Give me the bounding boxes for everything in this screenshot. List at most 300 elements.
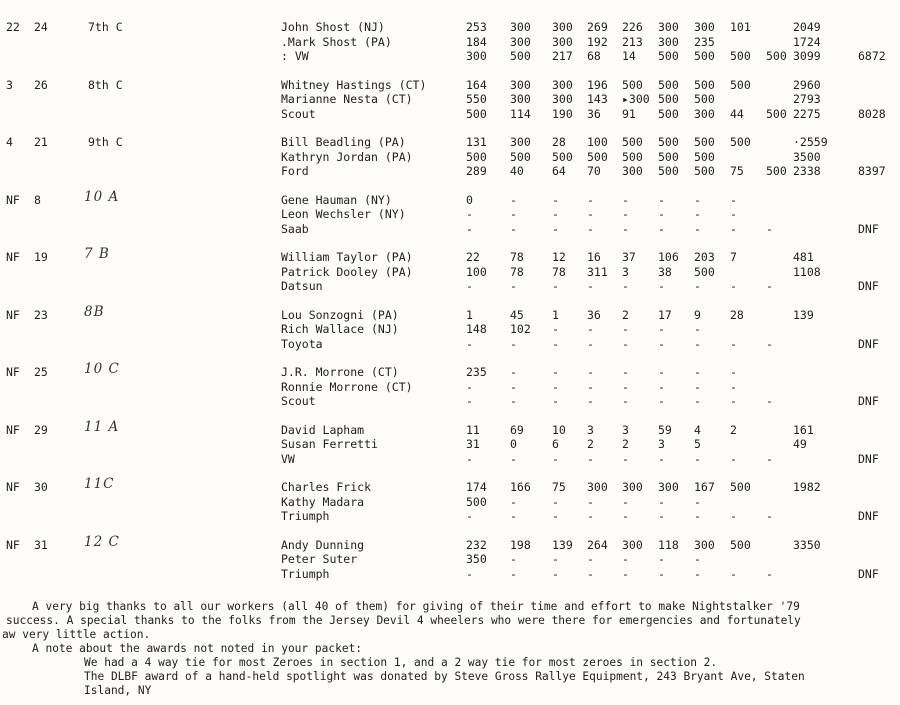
leg-score: 5 [694,437,701,451]
leg-score: 300 [658,34,679,49]
entry-row [0,20,900,34]
leg-score: - [730,365,737,379]
entry-block [0,20,900,78]
leg-score: 300 [552,92,573,106]
car-number: 25 [34,365,48,379]
leg-score: 500 [510,49,531,63]
leg-score: - [587,379,594,394]
class-label: 8th C [88,77,123,92]
leg-score: - [587,509,594,523]
leg-score: 500 [510,149,531,164]
row-total: 139 [793,307,814,322]
leg-score: - [510,336,517,351]
leg-score: - [587,322,594,336]
leg-score: 500 [466,494,487,509]
leg-score: 500 [694,264,715,279]
entry-row [0,452,900,466]
entry-row [0,361,900,379]
handwritten-class: 11C [84,476,115,492]
leg-score: 0 [510,437,517,451]
entry-block [0,533,900,596]
crew-name: Kathryn Jordan (PA) [281,149,413,164]
leg-score: - [510,365,517,379]
finish-position: NF [6,422,20,437]
leg-score: - [766,221,773,236]
handwritten-class: 8B [84,303,105,320]
leg-score: 78 [552,264,566,279]
finish-position: NF [6,480,20,494]
entry-row [0,322,900,336]
leg-score: 350 [466,552,487,566]
leg-score: 500 [622,135,643,149]
entry-row [0,533,900,552]
entry-row [0,135,900,149]
leg-score: - [730,379,737,394]
leg-score: 500 [730,49,751,63]
leg-score: - [466,566,473,581]
leg-score: - [622,394,629,408]
leg-score: - [658,279,665,293]
leg-score: - [587,552,594,566]
results-table [0,20,900,595]
entry-block [0,188,900,251]
entry-block [0,361,900,423]
leg-score: - [730,394,737,408]
leg-score: 500 [658,164,679,178]
finish-position: NF [6,307,20,322]
leg-score: 75 [552,480,566,494]
leg-score: - [658,509,665,523]
leg-score: 300 [658,20,679,34]
leg-score: 235 [466,365,487,379]
leg-score: 500 [658,135,679,149]
car-make: : VW [281,49,309,63]
leg-score: - [552,322,559,336]
leg-score: 300 [466,49,487,63]
handwritten-class: 10 C [84,361,120,377]
car-number: 21 [34,135,48,149]
crew-name: Patrick Dooley (PA) [281,264,413,279]
entry-row [0,246,900,264]
leg-score: 500 [466,149,487,164]
crew-name: John Shost (NJ) [281,20,385,34]
leg-score: - [510,566,517,581]
leg-score: - [658,365,665,379]
leg-score: - [587,221,594,236]
leg-score: - [622,365,629,379]
row-total: 1108 [793,264,821,279]
leg-score: - [622,207,629,221]
leg-score: 45 [510,307,524,322]
leg-score: 36 [587,106,601,121]
leg-score: 64 [552,164,566,178]
leg-score: 300 [510,77,531,92]
leg-score: - [510,379,517,394]
leg-score: 2 [622,437,629,451]
leg-score: - [466,207,473,221]
leg-score: 28 [552,135,566,149]
car-make: Ford [281,164,309,178]
row-total: ·2559 [793,135,828,149]
leg-score: - [587,279,594,293]
leg-score: - [622,451,629,466]
leg-score: 106 [658,250,679,264]
leg-score: - [466,451,473,466]
leg-score: 2 [730,422,737,437]
leg-score: - [552,279,559,293]
leg-score: 300 [510,135,531,149]
leg-score: 78 [510,264,524,279]
leg-score: 232 [466,537,487,552]
footer-line-3: aw very little action. [2,628,151,641]
leg-score: 28 [730,307,744,322]
leg-score: - [766,451,773,466]
crew-name: Leon Wechsler (NY) [281,207,406,221]
entry-row [0,207,900,221]
car-make: Saab [281,221,309,236]
team-total: 8028 [858,106,886,121]
class-label: 9th C [88,135,123,149]
car-make: Scout [281,106,316,121]
leg-score: 59 [658,422,672,437]
leg-score: 3 [622,264,629,279]
leg-score: - [694,379,701,394]
leg-score: - [552,336,559,351]
handwritten-class: 11 A [84,418,120,435]
entry-block [0,476,900,538]
car-make: Toyota [281,336,323,351]
leg-score: - [552,221,559,236]
leg-score: 500 [622,149,643,164]
leg-score: 3 [658,437,665,451]
car-make: Datsun [281,279,323,293]
leg-score: - [730,336,737,351]
entry-row [0,35,900,49]
leg-score: - [658,379,665,394]
crew-name: William Taylor (PA) [281,250,413,264]
crew-name: Rich Wallace (NJ) [281,322,399,336]
leg-score: - [466,279,473,293]
leg-score: 300 [587,480,608,494]
leg-score: 70 [587,164,601,178]
leg-score: 213 [622,34,643,49]
leg-score: 500 [694,49,715,63]
leg-score: - [587,566,594,581]
leg-score: - [658,336,665,351]
leg-score: - [658,566,665,581]
car-number: 30 [34,480,48,494]
leg-score: - [694,365,701,379]
leg-score: 166 [510,480,531,494]
footer-line-4: A note about the awards not noted in your packet: [32,642,363,655]
leg-score: - [694,207,701,221]
leg-score: 500 [694,135,715,149]
team-total: 8397 [858,164,886,178]
leg-score: - [552,207,559,221]
leg-score: 1 [552,307,559,322]
leg-score: - [552,566,559,581]
leg-score: - [552,509,559,523]
leg-score: 500 [694,149,715,164]
class-label: 7th C [88,20,123,34]
crew-name: Marianne Nesta (CT) [281,92,413,106]
finish-position: NF [6,365,20,379]
entry-row [0,437,900,451]
leg-score: 300 [622,537,643,552]
leg-score: 1 [466,307,473,322]
leg-score: - [622,379,629,394]
leg-score: - [730,566,737,581]
leg-score: 37 [622,250,636,264]
leg-score: 500 [766,106,787,121]
leg-score: - [552,552,559,566]
entry-row [0,509,900,523]
leg-score: - [622,509,629,523]
leg-score: 500 [658,92,679,106]
leg-score: 300 [694,20,715,34]
crew-name: J.R. Morrone (CT) [281,365,399,379]
car-make: Triumph [281,566,330,581]
leg-score: - [466,509,473,523]
leg-score: - [730,221,737,236]
leg-score: - [510,509,517,523]
leg-score: - [730,192,737,207]
entry-row [0,394,900,408]
leg-score: - [766,509,773,523]
team-total: DNF [858,221,879,236]
leg-score: 300 [510,20,531,34]
leg-score: 500 [466,106,487,121]
entry-block [0,303,900,366]
entry-block [0,78,900,136]
leg-score: 148 [466,322,487,336]
leg-score: - [694,336,701,351]
leg-score: 196 [587,77,608,92]
leg-score: - [694,494,701,509]
entry-row [0,337,900,351]
finish-position: NF [6,537,20,552]
leg-score: 500 [730,135,751,149]
entry-row [0,303,900,322]
leg-score: - [694,451,701,466]
leg-score: - [587,192,594,207]
leg-score: 500 [658,106,679,121]
leg-score: ▸300 [622,92,650,106]
leg-score: 14 [622,49,636,63]
row-total: 2338 [793,164,821,178]
entry-row [0,150,900,164]
row-total: 2275 [793,106,821,121]
leg-score: - [587,451,594,466]
footer-line-7: Island, NY [84,684,152,697]
entry-row [0,49,900,63]
leg-score: - [658,394,665,408]
leg-score: - [587,336,594,351]
leg-score: - [694,192,701,207]
entry-row [0,78,900,92]
entry-block [0,135,900,193]
leg-score: 167 [694,480,715,494]
team-total: DNF [858,394,879,408]
leg-score: 2 [622,307,629,322]
leg-score: 3 [622,422,629,437]
row-total: 49 [793,437,807,451]
entry-row [0,380,900,394]
leg-score: - [622,494,629,509]
leg-score: 311 [587,264,608,279]
leg-score: - [510,394,517,408]
leg-score: - [466,336,473,351]
leg-score: 500 [766,164,787,178]
leg-score: - [622,336,629,351]
leg-score: 300 [622,164,643,178]
car-make: Triumph [281,509,330,523]
finish-position: NF [6,250,20,264]
entry-row [0,279,900,293]
crew-name: Susan Ferretti [281,437,378,451]
team-total: 6872 [858,49,886,63]
crew-name: Charles Frick [281,480,372,494]
leg-score: 300 [694,106,715,121]
leg-score: - [730,207,737,221]
leg-score: 75 [730,164,744,178]
leg-score: - [552,365,559,379]
leg-score: 500 [766,49,787,63]
leg-score: 264 [587,537,608,552]
leg-score: - [622,322,629,336]
finish-position: 4 [6,135,13,149]
leg-score: 131 [466,135,487,149]
handwritten-class: 7 B [84,246,110,262]
car-number: 23 [34,307,48,322]
leg-score: 500 [622,77,643,92]
leg-score: 10 [552,422,566,437]
leg-score: 269 [587,20,608,34]
leg-score: - [694,394,701,408]
crew-name: Gene Hauman (NY) [281,192,392,207]
leg-score: 38 [658,264,672,279]
leg-score: 235 [694,34,715,49]
leg-score: 164 [466,77,487,92]
leg-score: 300 [510,92,531,106]
leg-score: 0 [466,192,473,207]
leg-score: - [587,394,594,408]
leg-score: 500 [552,149,573,164]
leg-score: - [466,394,473,408]
leg-score: - [658,221,665,236]
leg-score: 500 [730,480,751,494]
crew-name: David Lapham [281,422,365,437]
entry-row [0,107,900,121]
crew-name: Kathy Madara [281,494,365,509]
leg-score: 184 [466,34,487,49]
leg-score: 114 [510,106,531,121]
car-number: 19 [34,250,48,264]
leg-score: 203 [694,250,715,264]
leg-score: - [552,192,559,207]
crew-name: Bill Beadling (PA) [281,135,406,149]
leg-score: - [694,552,701,566]
leg-score: - [466,221,473,236]
leg-score: - [510,279,517,293]
car-number: 8 [34,192,41,207]
leg-score: 500 [587,149,608,164]
entry-block [0,418,900,481]
car-number: 26 [34,77,48,92]
leg-score: - [658,451,665,466]
leg-score: 4 [694,422,701,437]
leg-score: 174 [466,480,487,494]
leg-score: - [766,394,773,408]
team-total: DNF [858,451,879,466]
leg-score: - [552,451,559,466]
leg-score: - [694,509,701,523]
leg-score: - [658,207,665,221]
leg-score: - [510,552,517,566]
entry-row [0,92,900,106]
footer-line-1: A very big thanks to all our workers (all 40 of them) for giving of their time and effort to make Nightstalker '79 [32,600,800,613]
leg-score: 6 [552,437,559,451]
leg-score: 300 [552,77,573,92]
team-total: DNF [858,566,879,581]
row-total: 2049 [793,20,821,34]
crew-name: Whitney Hastings (CT) [281,77,427,92]
car-make: Scout [281,394,316,408]
leg-score: 500 [658,49,679,63]
handwritten-class: 10 A [84,188,120,205]
team-total: DNF [858,509,879,523]
leg-score: 289 [466,164,487,178]
leg-score: 12 [552,250,566,264]
leg-score: - [766,336,773,351]
row-total: 1982 [793,480,821,494]
entry-row [0,265,900,279]
leg-score: 500 [694,164,715,178]
crew-name: Ronnie Morrone (CT) [281,379,413,394]
leg-score: 300 [510,34,531,49]
leg-score: - [730,509,737,523]
leg-score: 40 [510,164,524,178]
entry-row [0,495,900,509]
leg-score: 2 [587,437,594,451]
footer-line-6: The DLBF award of a hand-held spotlight was donated by Steve Gross Rallye Equipment, 243 Bryant Ave, Staten [84,670,805,683]
leg-score: - [510,207,517,221]
leg-score: - [587,494,594,509]
leg-score: 91 [622,106,636,121]
leg-score: - [694,566,701,581]
car-number: 29 [34,422,48,437]
crew-name: .Mark Shost (PA) [281,34,392,49]
row-total: 2960 [793,77,821,92]
leg-score: 192 [587,34,608,49]
leg-score: 500 [730,77,751,92]
leg-score: 500 [694,92,715,106]
leg-score: 17 [658,307,672,322]
leg-score: 217 [552,49,573,63]
leg-score: - [694,322,701,336]
leg-score: 9 [694,307,701,322]
entry-row [0,476,900,494]
team-total: DNF [858,279,879,293]
entry-row [0,552,900,566]
leg-score: 78 [510,250,524,264]
leg-score: - [658,552,665,566]
leg-score: 300 [622,480,643,494]
leg-score: 101 [730,20,751,34]
leg-score: 300 [658,480,679,494]
leg-score: 143 [587,92,608,106]
row-total: 2793 [793,92,821,106]
